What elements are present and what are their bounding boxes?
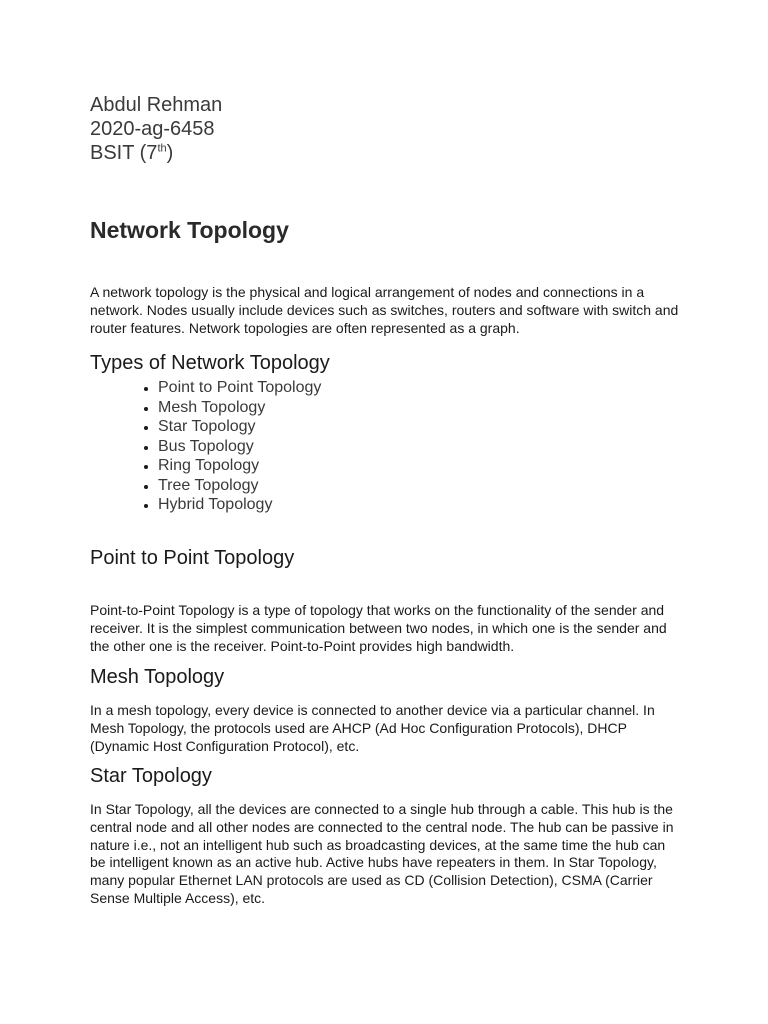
registration-number: 2020-ag-6458	[90, 118, 215, 140]
list-item: • Mesh Topology	[158, 398, 321, 418]
topology-types-list	[134, 378, 321, 515]
author-block	[90, 93, 222, 165]
list-item: • Bus Topology	[158, 437, 321, 457]
program-text: BSIT (7	[90, 142, 158, 164]
types-heading: Types of Network Topology	[90, 352, 330, 374]
intro-paragraph: A network topology is the physical and logical arrangement of nodes and connections in a network. Nodes usually include devices such as switches, routers and software with switch and router features. Network topologies are often represented as a graph.	[90, 284, 679, 336]
point-to-point-heading: Point to Point Topology	[90, 547, 295, 569]
point-to-point-paragraph: Point-to-Point Topology is a type of topology that works on the functionality of the sender and receiver. It is the simplest communication between two nodes, in which one is the sender and the other one is the receiver. Point-to-Point provides high bandwidth.	[90, 602, 667, 654]
author-name: Abdul Rehman	[90, 94, 223, 116]
star-paragraph: In Star Topology, all the devices are connected to a single hub through a cable. This hub is the central node and all other nodes are connected to the central node. The hub can be passive in nature i.e., not an intelligent hub such as broadcasting devices, at the same time the hub can be intelligent known as an active hub. Active hubs have repeaters in them. In Star Topology, many popular Ethernet LAN protocols are used as CD (Collision Detection), CSMA (Carrier Sense Multiple Access), etc.	[90, 801, 674, 906]
list-item: • Ring Topology	[158, 456, 321, 476]
list-item: • Hybrid Topology	[158, 495, 321, 515]
document-title: Network Topology	[90, 217, 289, 243]
star-heading: Star Topology	[90, 765, 212, 787]
program-semester	[90, 141, 222, 165]
program-close: )	[166, 142, 174, 164]
mesh-paragraph: In a mesh topology, every device is connected to another device via a particular channel. In Mesh Topology, the protocols used are AHCP (Ad Hoc Configuration Protocols), DHCP (Dynamic Host Configuration Protocol), etc.	[90, 702, 655, 754]
list-item: • Point to Point Topology	[158, 378, 321, 398]
program-superscript: th	[157, 142, 167, 155]
list-item: • Star Topology	[158, 417, 321, 437]
list-item: • Tree Topology	[158, 476, 321, 496]
mesh-heading: Mesh Topology	[90, 666, 225, 688]
